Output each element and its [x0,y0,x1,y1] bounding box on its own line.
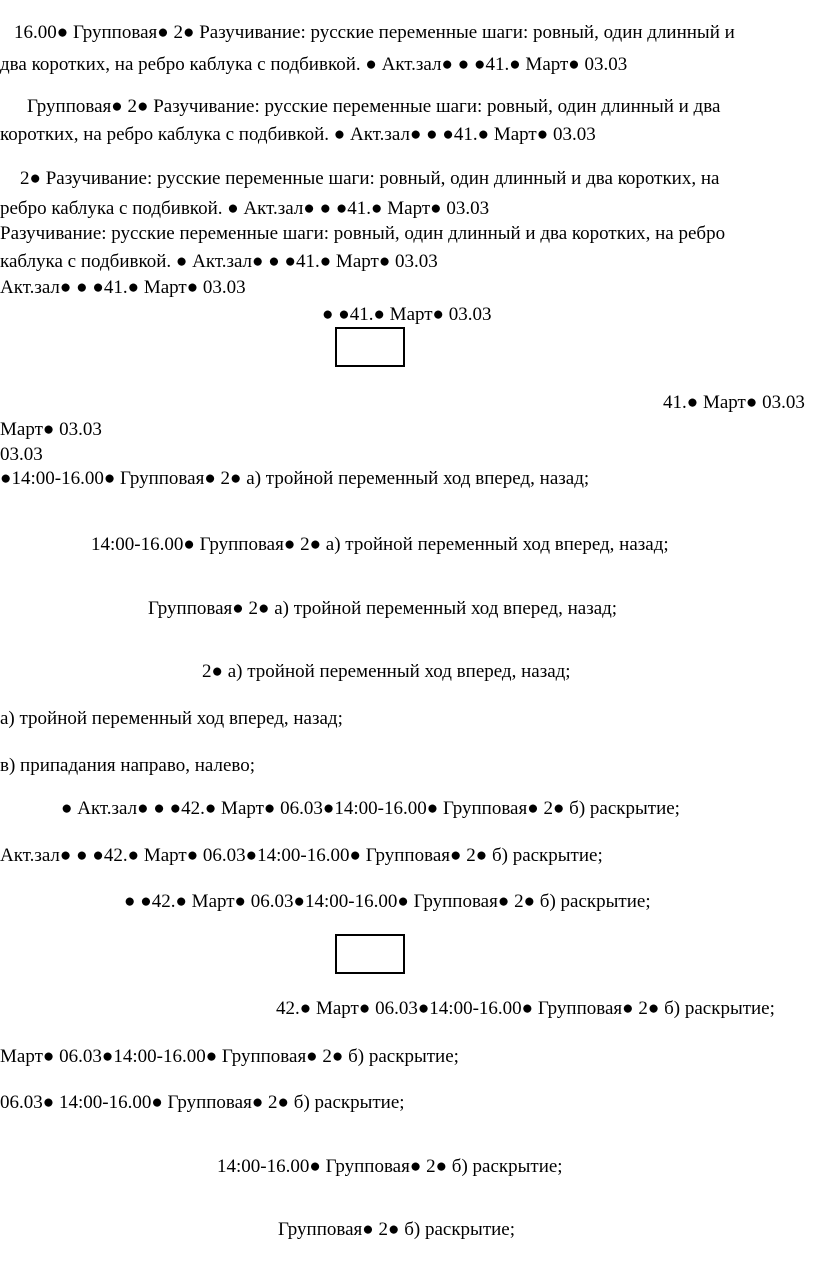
text-line: Групповая● 2● б) раскрытие; [278,1219,516,1240]
text-line: 14:00-16.00● Групповая● 2● а) тройной переменный ход вперед, назад; [91,534,669,555]
text-line: 14:00-16.00● Групповая● 2● б) раскрытие; [217,1156,563,1177]
text-line: Групповая● 2● Разучивание: русские переменные шаги: ровный, один длинный и два [27,96,721,117]
text-line: Разучивание: русские переменные шаги: ровный, один длинный и два коротких, на ребро [0,223,726,244]
text-line: 06.03● 14:00-16.00● Групповая● 2● б) раскрытие; [0,1092,405,1113]
text-line: каблука с подбивкой. ● Акт.зал● ● ●41.● Март● 03.03 [0,251,438,272]
text-line: ● Акт.зал● ● ●42.● Март● 06.03●14:00-16.00● Групповая● 2● б) раскрытие; [61,798,680,819]
text-line: в) припадания направо, налево; [0,755,256,776]
text-line: Групповая● 2● а) тройной переменный ход вперед, назад; [148,598,618,619]
empty-box [335,934,405,974]
text-line: Акт.зал● ● ●41.● Март● 03.03 [0,277,246,298]
text-line: Март● 03.03 [0,419,102,440]
text-line: 03.03 [0,444,43,465]
text-line: Март● 06.03●14:00-16.00● Групповая● 2● б) раскрытие; [0,1046,459,1067]
text-line: а) тройной переменный ход вперед, назад; [0,708,343,729]
text-line: Акт.зал● ● ●42.● Март● 06.03●14:00-16.00● Групповая● 2● б) раскрытие; [0,845,603,866]
text-line: коротких, на ребро каблука с подбивкой. ● Акт.зал● ● ●41.● Март● 03.03 [0,124,596,145]
text-line: ● ●42.● Март● 06.03●14:00-16.00● Групповая● 2● б) раскрытие; [124,891,651,912]
empty-box [335,327,405,367]
text-line: 16.00● Групповая● 2● Разучивание: русские переменные шаги: ровный, один длинный и [14,22,735,43]
text-line: ребро каблука с подбивкой. ● Акт.зал● ● ●41.● Март● 03.03 [0,198,490,219]
text-line: 41.● Март● 03.03 [663,392,805,413]
text-line: 2● а) тройной переменный ход вперед, назад; [202,661,571,682]
text-line: два коротких, на ребро каблука с подбивкой. ● Акт.зал● ● ●41.● Март● 03.03 [0,54,628,75]
text-line: 42.● Март● 06.03●14:00-16.00● Групповая● 2● б) раскрытие; [276,998,775,1019]
text-line: ● ●41.● Март● 03.03 [322,304,492,325]
text-line: ●14:00-16.00● Групповая● 2● а) тройной переменный ход вперед, назад; [0,468,590,489]
text-line: 2● Разучивание: русские переменные шаги: ровный, один длинный и два коротких, на [20,168,720,189]
